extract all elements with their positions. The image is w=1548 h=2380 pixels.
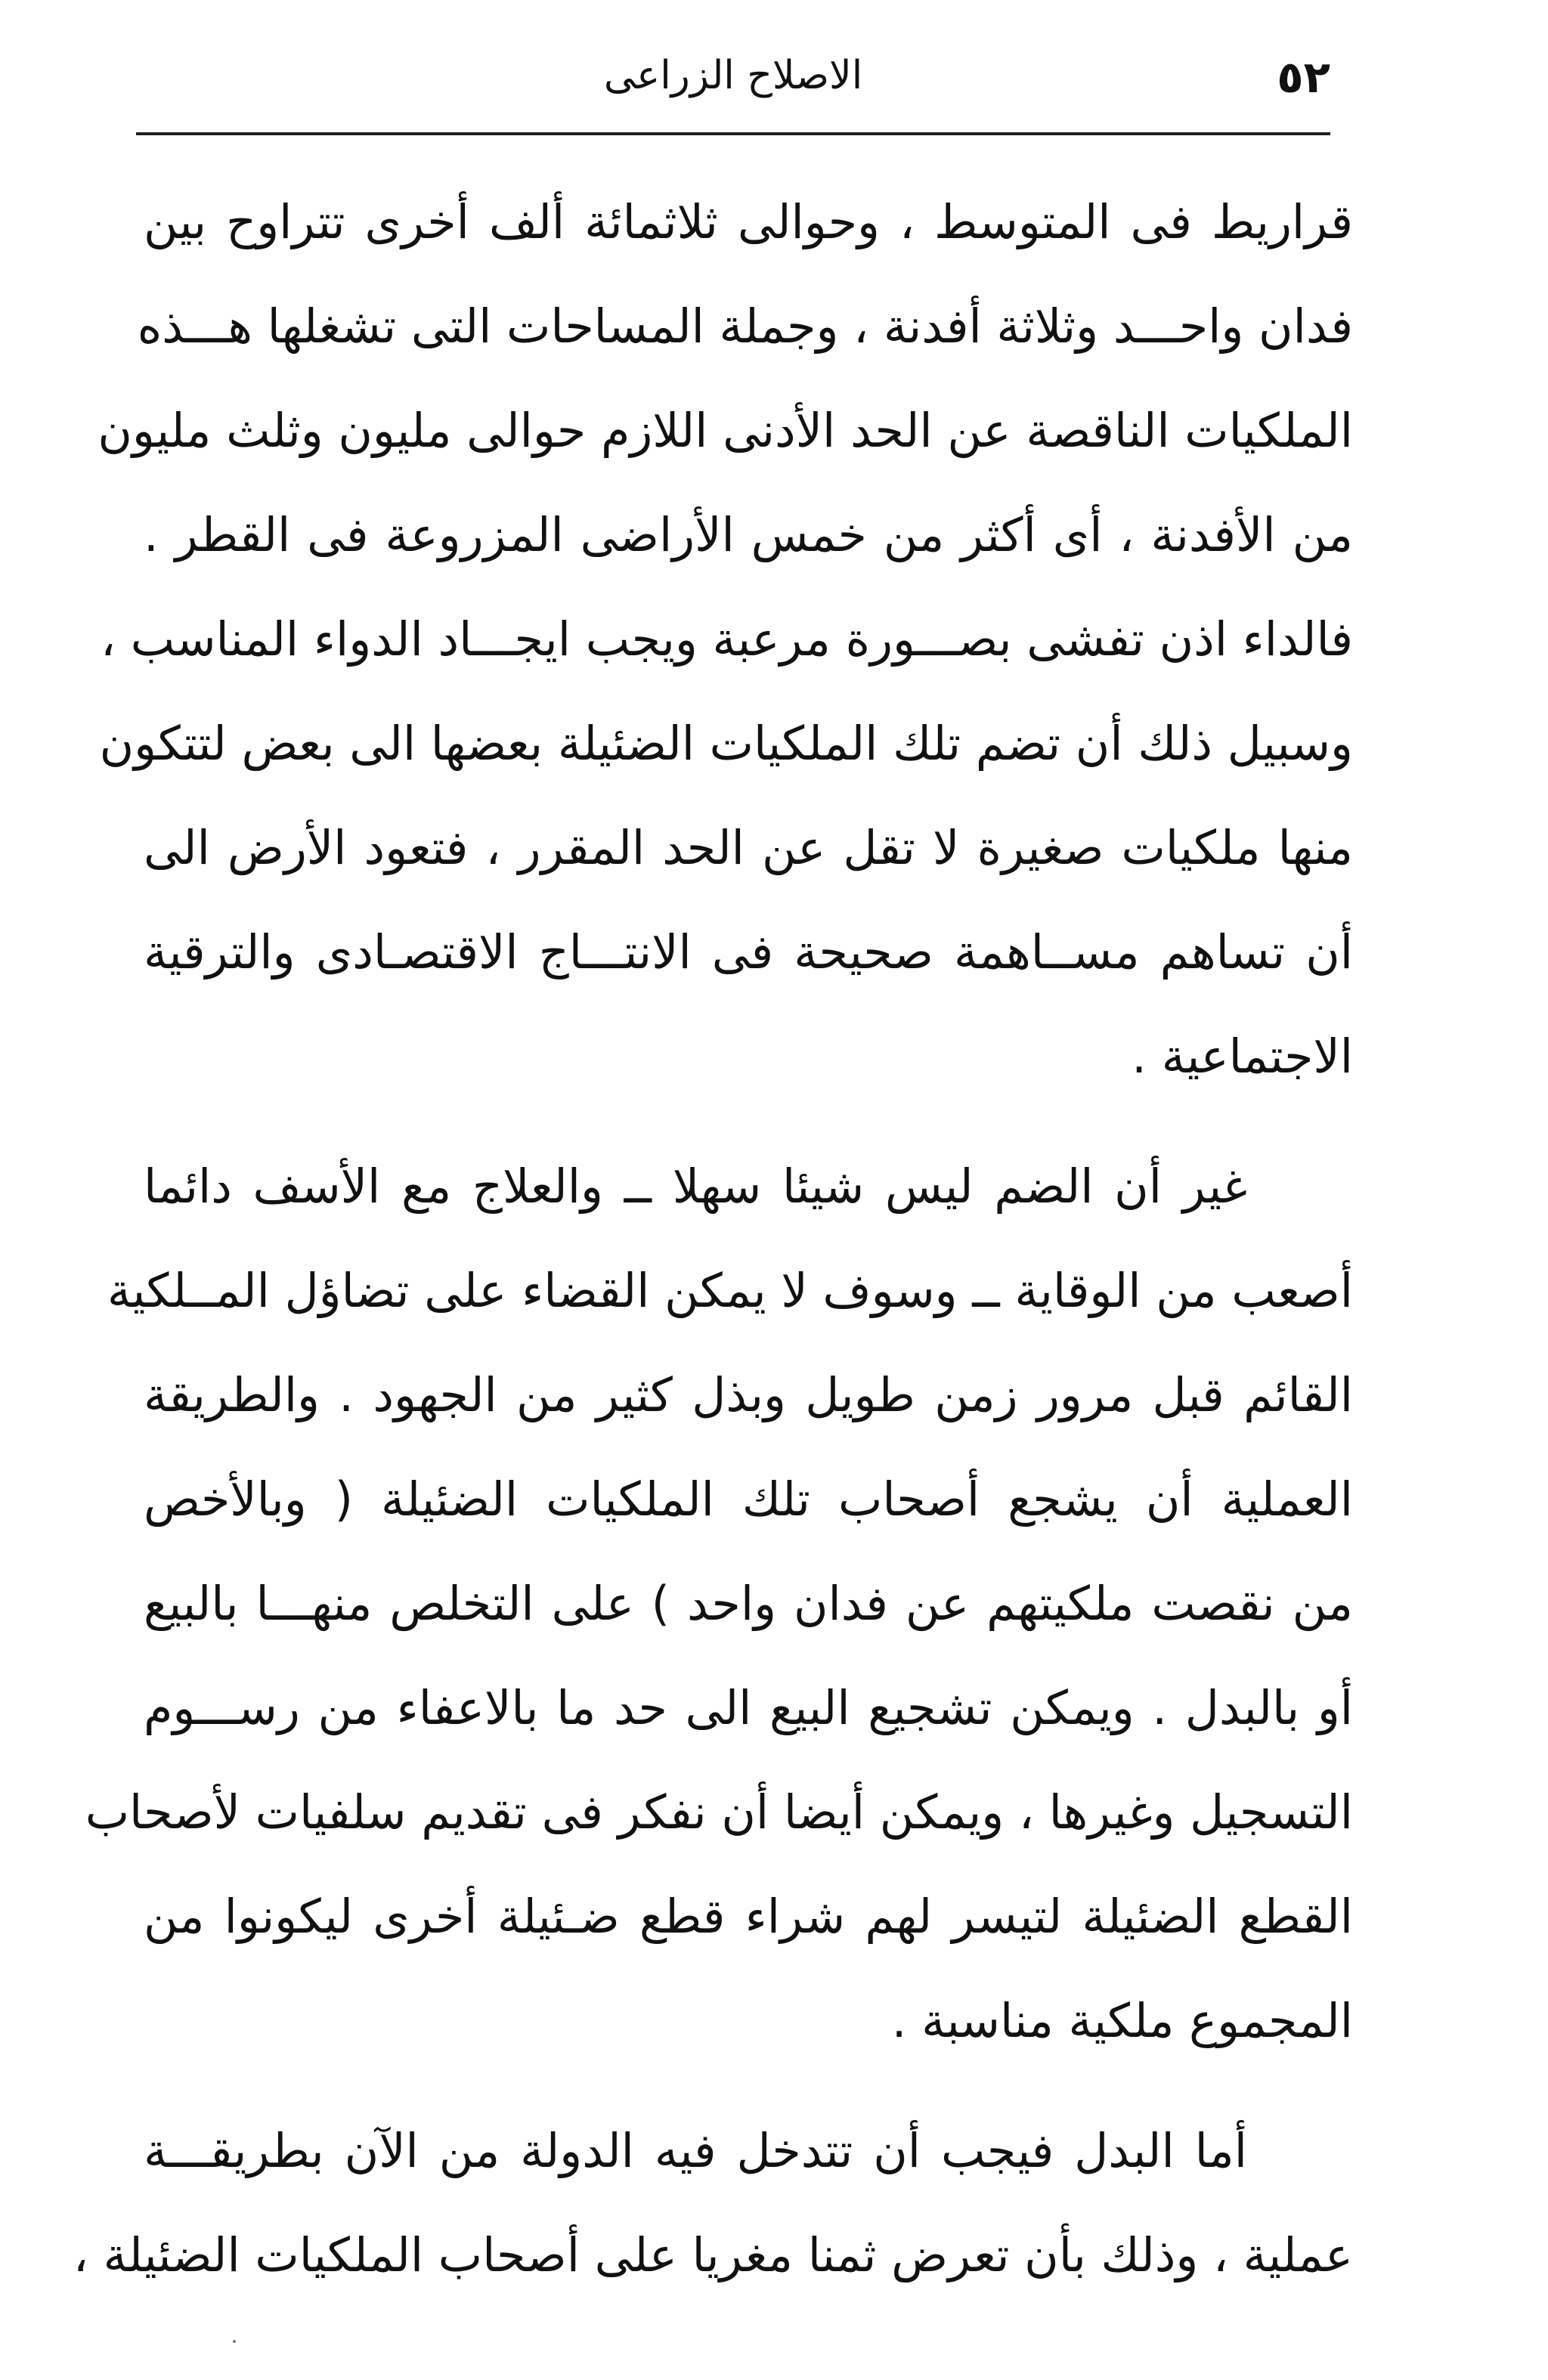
text-line: من الأفدنة ، أى أكثر من خمس الأراضى المزروعة فى القطر . [144,507,1353,562]
text-line: القائم قبل مرور زمن طويل وبذل كثير من الجهود . والطريقة [144,1367,1353,1422]
text-line: فالداء اذن تفشى بصـــورة مرعبة ويجب ايجـــاد الدواء المناسب ، [101,611,1353,667]
text-line: التسجيل وغيرها ، ويمكن أيضا أن نفكر فى تقديم سلفيات لأصحاب [85,1784,1353,1840]
paragraph-1 [98,170,1353,1109]
text-line: الاجتماعية . [1132,1029,1353,1084]
text-line: العملية أن يشجع أصحاب تلك الملكيات الضئيلة ( وبالأخص [144,1472,1353,1527]
page-header [136,44,1330,127]
text-line: أصعب من الوقاية ــ وسوف لا يمكن القضاء على تضاؤل المــلكية [107,1263,1353,1318]
text-line: قراريط فى المتوسط ، وحوالى ثلاثمائة ألف أخرى تتراوح بين [144,194,1353,249]
text-line: وسبيل ذلك أن تضم تلك الملكيات الضئيلة بعضها الى بعض لتتكون [99,716,1353,771]
text-line: القطع الضئيلة لتيسر لهم شراء قطع ضـئيلة أخرى ليكونوا من [144,1889,1353,1944]
text-line: الملكيات الناقصة عن الحد الأدنى اللازم حوالى مليون وثلث مليون [98,403,1353,458]
paragraph-3 [73,2099,1353,2307]
text-line: أن تساهم مســاهمة صحيحة فى الانتـــاج الاقتصـادى والترقية [144,924,1353,980]
text-line: أما البدل فيجب أن تتدخل فيه الدولة من الآن بطريقـــة [144,2123,1247,2178]
text-line: المجموع ملكية مناسبة . [891,1993,1353,2048]
page-number: ٥٢ [1277,51,1330,103]
scan-speck [233,2340,236,2343]
header-divider [136,132,1330,135]
text-line: فدان واحـــد وثلاثة أفدنة ، وجملة المساحات التى تشغلها هـــذه [137,299,1353,354]
text-line: منها ملكيات صغيرة لا تقل عن الحد المقرر ، فتعود الأرض الى [144,820,1353,875]
body-text [73,170,1353,2307]
running-title: الاصلاح الزراعى [603,53,863,98]
paragraph-2 [85,1134,1353,2073]
text-line: غير أن الضم ليس شيئا سهلا ــ والعلاج مع الأسف دائما [144,1159,1247,1214]
text-line: عملية ، وذلك بأن تعرض ثمنا مغريا على أصحاب الملكيات الضئيلة ، [73,2227,1353,2283]
text-line: من نقصت ملكيتهم عن فدان واحد ) على التخلص منهـــا بالبيع [144,1576,1353,1631]
text-line: أو بالبدل . ويمكن تشجيع البيع الى حد ما بالاعفاء من رســـوم [144,1680,1353,1735]
